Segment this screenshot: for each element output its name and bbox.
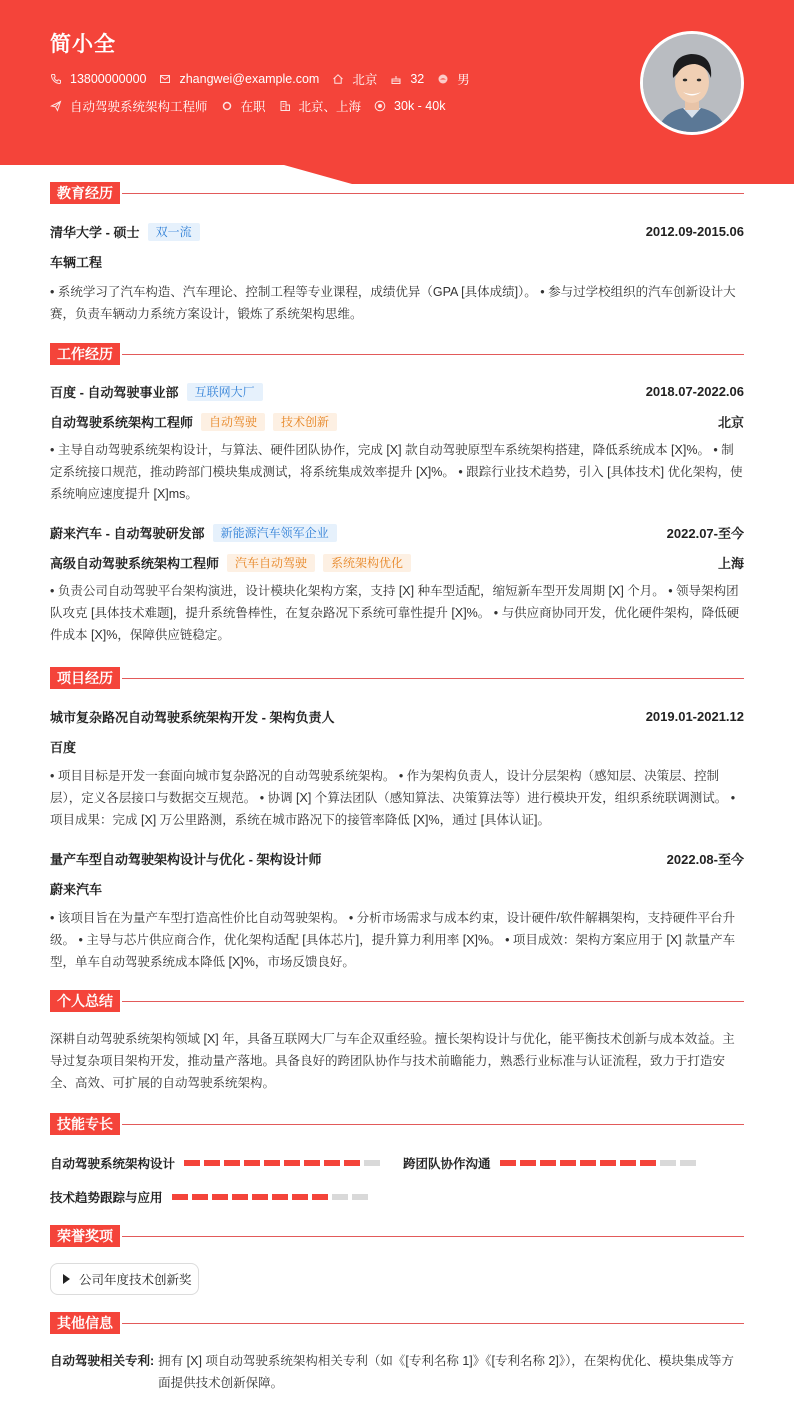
award-label: 公司年度技术创新奖 [79, 1273, 192, 1287]
skill-item [50, 1188, 372, 1206]
other-info-text: 拥有 [X] 项自动驾驶系统架构相关专利（如《[专利名称 1]》《[专利名称 2]》），在架构优化、模块集成等方面提供技术创新保障。 [158, 1354, 734, 1390]
project-org-row [50, 879, 744, 898]
email-item [159, 72, 319, 86]
project-org: 蔚来汽车 [50, 882, 103, 897]
section-header [50, 1225, 744, 1247]
section-title: 项目经历 [50, 667, 120, 689]
city-item [332, 70, 377, 88]
skill-segment-filled [264, 1160, 280, 1166]
skill-segment-filled [304, 1160, 320, 1166]
skill-segment-filled [540, 1160, 556, 1166]
skill-segment-filled [640, 1160, 656, 1166]
skill-item [50, 1154, 384, 1172]
skill-segment-filled [324, 1160, 340, 1166]
triangle-right-icon [63, 1274, 70, 1284]
skill-segment-empty [332, 1194, 348, 1200]
section-title: 荣誉奖项 [50, 1225, 120, 1247]
section-header [50, 667, 744, 689]
section-divider [122, 1124, 744, 1125]
skill-segment-filled [172, 1194, 188, 1200]
section-title: 个人总结 [50, 990, 120, 1012]
company-name: 百度 - 自动驾驶事业部 [50, 385, 179, 400]
skill-name: 自动驾驶系统架构设计 [50, 1157, 176, 1171]
skill-tag: 汽车自动驾驶 [227, 554, 315, 572]
work-location: 上海 [717, 556, 744, 571]
age-text: 32 [410, 72, 425, 86]
summary-text: 深耕自动驾驶系统架构领域 [X] 年，具备互联网大厂与车企双重经验。擅长架构设计与优化，能平衡技术创新与成本效益。主导过复杂项目架构开发，推动量产落地。具备良好的跨团队协作与技术前瞻能力，熟悉行业标准与认证流程，致力于打造安全、高效、可扩展的自动驾驶系统架构。 [50, 1032, 735, 1090]
age-item [390, 72, 424, 86]
skill-segment-filled [212, 1194, 228, 1200]
major-row [50, 252, 744, 271]
skill-segment-filled [580, 1160, 596, 1166]
skill-level-bar [172, 1194, 372, 1200]
skill-segment-filled [284, 1160, 300, 1166]
project-name: 城市复杂路况自动驾驶系统架构开发 - 架构负责人 [50, 710, 335, 725]
skill-segment-filled [312, 1194, 328, 1200]
skill-segment-filled [500, 1160, 516, 1166]
skill-tag: 技术创新 [273, 413, 337, 431]
job-intent-row [50, 97, 458, 115]
award-item [50, 1263, 199, 1295]
section-divider [122, 193, 744, 194]
skill-segment-filled [192, 1194, 208, 1200]
target-position-item [50, 97, 208, 115]
school-name: 清华大学 - 硕士 [50, 225, 140, 240]
skill-segment-filled [232, 1194, 248, 1200]
major-name: 车辆工程 [50, 255, 103, 270]
section-title: 教育经历 [50, 182, 120, 204]
school-tag: 双一流 [148, 223, 200, 241]
gender-item [437, 70, 470, 88]
skill-segment-empty [352, 1194, 368, 1200]
skill-level-bar [500, 1160, 700, 1166]
skill-item [403, 1154, 700, 1172]
building-icon [279, 100, 291, 112]
project-name: 量产车型自动驾驶架构设计与优化 - 架构设计师 [50, 852, 322, 867]
skill-segment-filled [252, 1194, 268, 1200]
projects-section [50, 667, 744, 969]
avatar-photo [643, 34, 741, 132]
skill-segment-filled [560, 1160, 576, 1166]
education-date: 2012.09-2015.06 [645, 224, 744, 239]
other-info-item [50, 1350, 744, 1394]
position-title: 高级自动驾驶系统架构工程师 [50, 556, 220, 571]
section-title: 其他信息 [50, 1312, 120, 1334]
skill-segment-empty [364, 1160, 380, 1166]
skill-name: 技术趋势跟踪与应用 [50, 1191, 163, 1205]
phone-icon [50, 73, 62, 85]
other-info-label: 自动驾驶相关专利: [50, 1354, 155, 1368]
skill-segment-filled [204, 1160, 220, 1166]
gender-icon [437, 73, 449, 85]
skill-segment-empty [660, 1160, 676, 1166]
avatar [640, 31, 744, 135]
summary-section [50, 990, 744, 1090]
awards-section [50, 1225, 744, 1287]
section-header [50, 1113, 744, 1135]
phone-item [50, 72, 146, 86]
home-icon [332, 73, 344, 85]
skill-segment-filled [184, 1160, 200, 1166]
position-row [50, 412, 744, 431]
skill-tag: 自动驾驶 [201, 413, 265, 431]
section-divider [122, 1001, 744, 1002]
position-title: 自动驾驶系统架构工程师 [50, 415, 194, 430]
work-section [50, 343, 744, 642]
project-org-row [50, 737, 744, 756]
section-divider [122, 1323, 744, 1324]
section-header [50, 343, 744, 365]
project-description: • 该项目旨在为量产车型打造高性价比自动驾驶架构。 • 分析市场需求与成本约束，设计硬件/软件解耦架构，支持硬件平台升级。 • 主导与芯片供应商合作，优化架构适配 [具体芯片]，提升算力利用率 [X]%。 • 项目成效：架构方案应用于 [X] 款量产车型，单车自动驾驶系统成本降低 [X]%，市场反馈良好。 [50, 911, 736, 969]
work-date: 2018.07-2022.06 [645, 384, 744, 399]
work-entry-header [50, 382, 744, 401]
position-row [50, 553, 744, 572]
other-info-section [50, 1312, 744, 1390]
section-divider [122, 354, 744, 355]
section-header [50, 990, 744, 1012]
skill-segment-filled [272, 1194, 288, 1200]
status-item [221, 97, 266, 115]
skill-segment-filled [620, 1160, 636, 1166]
send-icon [50, 100, 62, 112]
section-header [50, 1312, 744, 1334]
project-entry-header [50, 707, 744, 726]
company-name: 蔚来汽车 - 自动驾驶研发部 [50, 526, 205, 541]
email-text: zhangwei@example.com [179, 72, 320, 86]
target-city-text: 北京、上海 [298, 100, 362, 114]
education-description: • 系统学习了汽车构造、汽车理论、控制工程等专业课程，成绩优异（GPA [具体成绩]）。 • 参与过学校组织的汽车创新设计大赛，负责车辆动力系统方案设计，锻炼了系统架构思维。 [50, 285, 736, 321]
skill-segment-empty [680, 1160, 696, 1166]
section-divider [122, 678, 744, 679]
company-tag: 互联网大厂 [187, 383, 263, 401]
skill-tag: 系统架构优化 [323, 554, 411, 572]
skill-name: 跨团队协作沟通 [403, 1157, 491, 1171]
status-text: 在职 [240, 100, 266, 114]
skill-level-bar [184, 1160, 384, 1166]
work-description: • 负责公司自动驾驶平台架构演进，设计模块化架构方案，支持 [X] 种车型适配，缩短新车型开发周期 [X] 个月。 • 领导架构团队攻克 [具体技术难题]，提升系统鲁棒性，在复杂路况下系统可靠性提升 [X]%。 • 与供应商协同开发，优化硬件架构，降低硬件成本 [X]%，保障供应链稳定。 [50, 584, 740, 642]
project-date: 2019.01-2021.12 [645, 709, 744, 724]
gender-text: 男 [457, 73, 470, 87]
project-entry-header [50, 849, 744, 868]
phone-text: 13800000000 [70, 72, 147, 86]
section-header [50, 182, 744, 204]
candidate-name: 简小全 [50, 33, 116, 56]
project-description: • 项目目标是开发一套面向城市复杂路况的自动驾驶系统架构。 • 作为架构负责人，设计分层架构（感知层、决策层、控制层），定义各层接口与数据交互规范。 • 协调 [X] 个算法团队（感知算法、决策算法等）进行模块开发，组织系统联调测试。 • 项目成果：完成 [X] 万公里路测，系统在城市路况下的接管率降低 [X]%，通过 [具体认证]。 [50, 769, 736, 827]
salary-icon [374, 100, 386, 112]
cake-icon [390, 73, 402, 85]
section-title: 工作经历 [50, 343, 120, 365]
project-org: 百度 [50, 740, 77, 755]
salary-text: 30k - 40k [394, 99, 446, 113]
contact-row [50, 70, 483, 88]
target-position-text: 自动驾驶系统架构工程师 [70, 100, 208, 114]
education-section [50, 182, 744, 321]
skill-segment-filled [520, 1160, 536, 1166]
company-tag: 新能源汽车领军企业 [213, 524, 337, 542]
work-description: • 主导自动驾驶系统架构设计，与算法、硬件团队协作，完成 [X] 款自动驾驶原型车系统架构搭建，降低系统成本 [X]%。 • 制定系统接口规范，推动跨部门模块集成测试，将系统集成效率提升 [X]%。 • 跟踪行业技术趋势，引入 [具体技术] 优化架构，使系统响应速度提升 [X]ms。 [50, 443, 743, 501]
resume-header [0, 0, 794, 184]
skill-segment-filled [344, 1160, 360, 1166]
section-title: 技能专长 [50, 1113, 120, 1135]
work-date: 2022.07-至今 [666, 526, 744, 541]
skills-section [50, 1113, 744, 1205]
target-city-item [279, 97, 362, 115]
city-text: 北京 [352, 73, 378, 87]
salary-item [374, 99, 445, 113]
work-entry-header [50, 523, 744, 542]
skill-segment-filled [292, 1194, 308, 1200]
project-date: 2022.08-至今 [666, 852, 744, 867]
skill-segment-filled [224, 1160, 240, 1166]
section-divider [122, 1236, 744, 1237]
skill-segment-filled [244, 1160, 260, 1166]
mail-icon [159, 73, 171, 85]
status-icon [221, 100, 233, 112]
education-entry-header [50, 222, 744, 241]
skill-segment-filled [600, 1160, 616, 1166]
work-location: 北京 [717, 415, 744, 430]
